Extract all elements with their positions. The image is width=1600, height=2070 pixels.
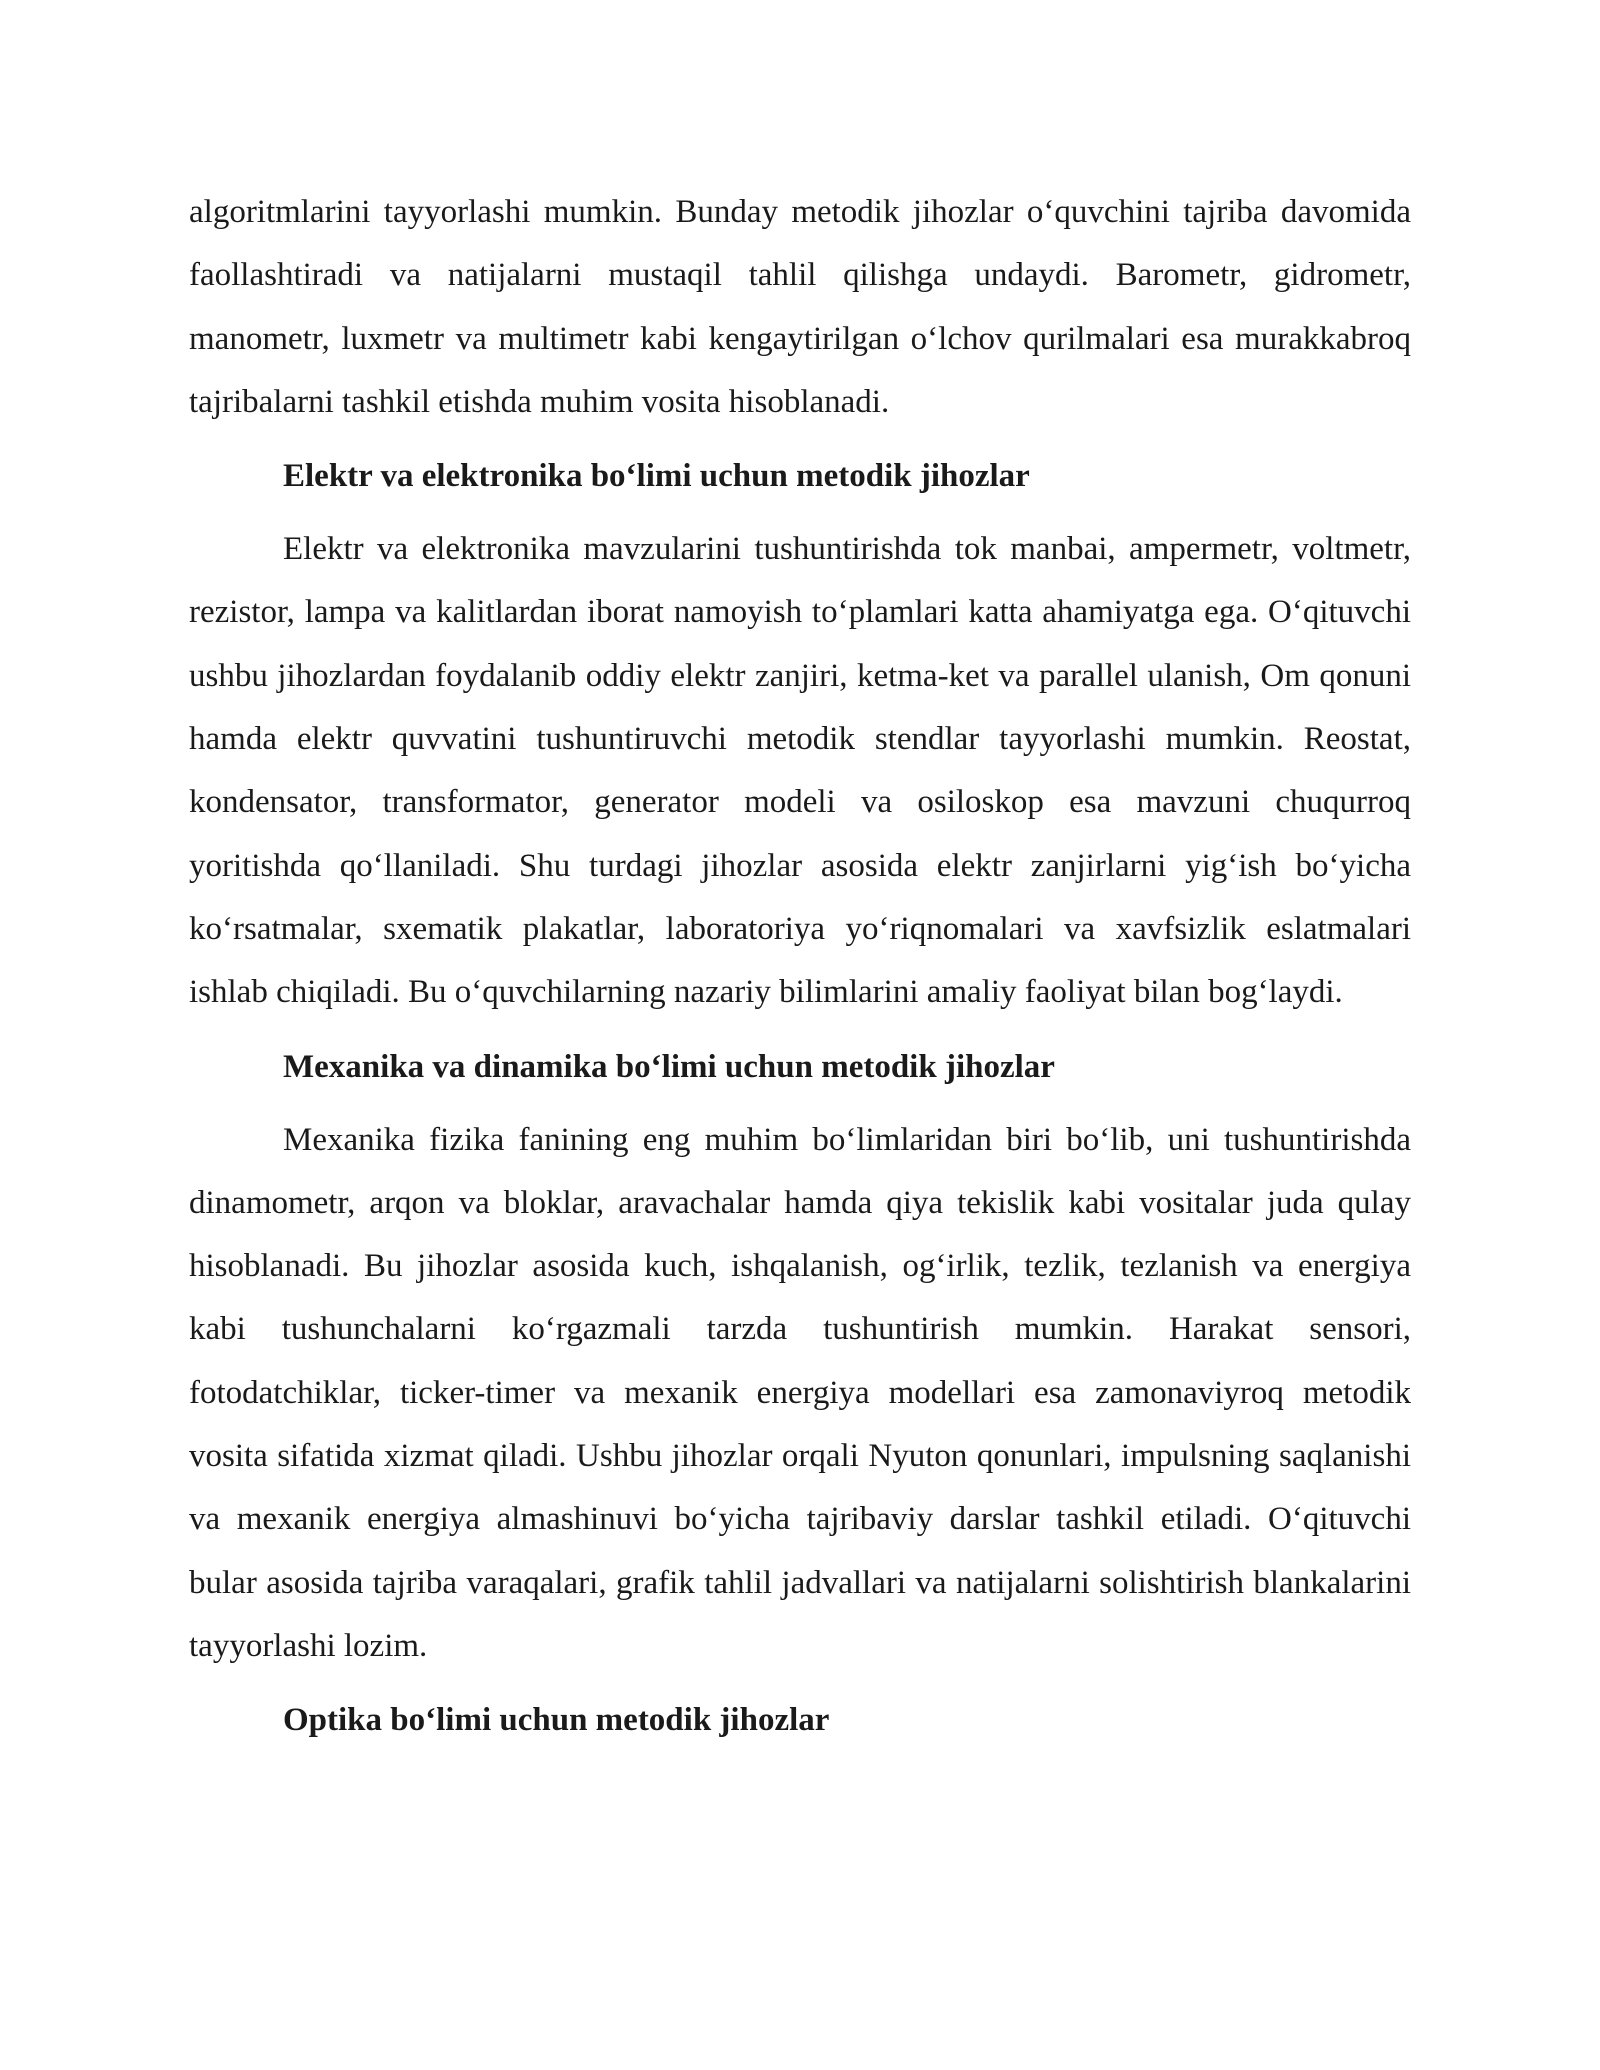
heading-optics-section: Optika bo‘limi uchun metodik jihozlar	[283, 1702, 830, 1739]
paragraph-measurement-devices: algoritmlarini tayyorlashi mumkin. Bunday metodik jihozlar o‘quvchini tajriba davomida faollashtiradi va natijalarni mustaqil tahlil qilishga undaydi. Barometr, gidrometr, manometr, luxmetr va multimetr kabi kengaytirilgan o‘lchov qurilmalari esa murakkabroq tajribalarni tashkil etishda muhim vosita hisoblanadi.	[189, 194, 1411, 420]
heading-mechanics-section: Mexanika va dinamika bo‘limi uchun metodik jihozlar	[283, 1048, 1055, 1085]
paragraph-electricity: Elektr va elektronika mavzularini tushuntirishda tok manbai, ampermetr, voltmetr, rezistor, lampa va kalitlardan iborat namoyish to‘plamlari katta ahamiyatga ega. O‘qituvchi ushbu jihozlardan foydalanib oddiy elektr zanjiri, ketma-ket va parallel ulanish, Om qonuni hamda elektr quvvatini tushuntiruvchi metodik stendlar tayyorlashi mumkin. Reostat, kondensator, transformator, generator modeli va osiloskop esa mavzuni chuqurroq yoritishda qo‘llaniladi. Shu turdagi jihozlar asosida elektr zanjirlarni yig‘ish bo‘yicha ko‘rsatmalar, sxematik plakatlar, laboratoriya yo‘riqnomalari va xavfsizlik eslatmalari ishlab chiqiladi. Bu o‘quvchilarning nazariy bilimlarini amaliy faoliyat bilan bog‘laydi.	[189, 531, 1411, 1011]
document-page	[189, 181, 1411, 1762]
heading-electricity-section: Elektr va elektronika bo‘limi uchun metodik jihozlar	[283, 458, 1030, 495]
paragraph-mechanics: Mexanika fizika fanining eng muhim bo‘limlaridan biri bo‘lib, uni tushuntirishda dinamometr, arqon va bloklar, aravachalar hamda qiya tekislik kabi vositalar juda qulay hisoblanadi. Bu jihozlar asosida kuch, ishqalanish, og‘irlik, tezlik, tezlanish va energiya kabi tushunchalarni ko‘rgazmali tarzda tushuntirish mumkin. Harakat sensori, fotodatchiklar, ticker-timer va mexanik energiya modellari esa zamonaviyroq metodik vosita sifatida xizmat qiladi. Ushbu jihozlar orqali Nyuton qonunlari, impulsning saqlanishi va mexanik energiya almashinuvi bo‘yicha tajribaviy darslar tashkil etiladi. O‘qituvchi bular asosida tajriba varaqalari, grafik tahlil jadvallari va natijalarni solishtirish blankalarini tayyorlashi lozim.	[189, 1121, 1411, 1664]
